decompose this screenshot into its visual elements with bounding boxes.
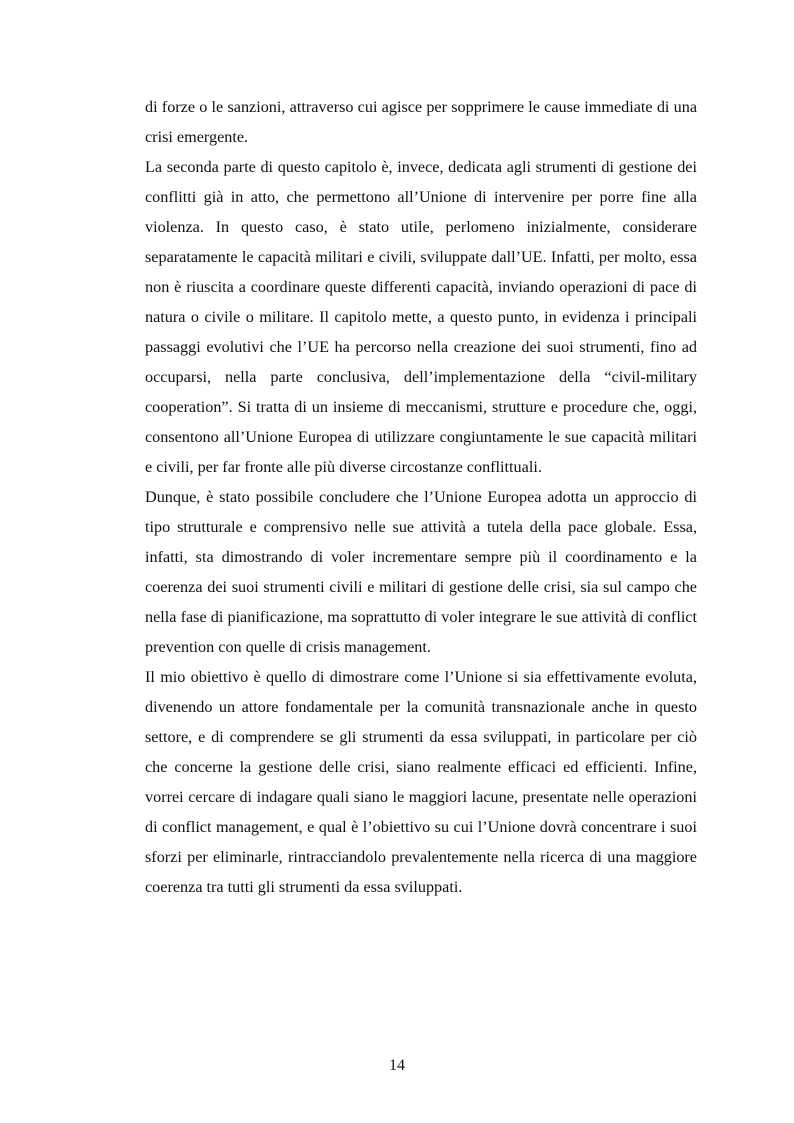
paragraph-4: Il mio obiettivo è quello di dimostrare come l’Unione si sia effettivamente evoluta, divenendo un attore fondamentale per la comunità transnazionale anche in questo settore, e di comprendere se gli strumenti da essa sviluppati, in particolare per ciò che concerne la gestione delle crisi, siano realmente efficaci ed efficienti. Infine, vorrei cercare di indagare quali siano le maggiori lacune, presentate nelle operazioni di conflict management, e qual è l’obiettivo su cui l’Unione dovrà concentrare i suoi sforzi per eliminarle, rintracciandolo prevalentemente nella ricerca di una maggiore coerenza tra tutti gli strumenti da essa sviluppati.: [145, 668, 697, 896]
paragraph-2: La seconda parte di questo capitolo è, invece, dedicata agli strumenti di gestione dei conflitti già in atto, che permettono all’Unione di intervenire per porre fine alla violenza. In questo caso, è stato utile, perlomeno inizialmente, considerare separatamente le capacità militari e civili, sviluppate dall’UE. Infatti, per molto, essa non è riuscita a coordinare queste differenti capacità, inviando operazioni di pace di natura o civile o militare. Il capitolo mette, a questo punto, in evidenza i principali passaggi evolutivi che l’UE ha percorso nella creazione dei suoi strumenti, fino ad occuparsi, nella parte conclusiva, dell’implementazione della “civil-military cooperation”. Si tratta di un insieme di meccanismi, strutture e procedure che, oggi, consentono all’Unione Europea di utilizzare congiuntamente le sue capacità militari e civili, per far fronte alle più diverse circostanze conflittuali.: [145, 158, 697, 476]
page-number: 14: [389, 1057, 405, 1074]
body-text: [145, 92, 697, 902]
paragraph-1: di forze o le sanzioni, attraverso cui agisce per sopprimere le cause immediate di una crisi emergente.: [145, 98, 697, 146]
paragraph-3: Dunque, è stato possibile concludere che l’Unione Europea adotta un approccio di tipo strutturale e comprensivo nelle sue attività a tutela della pace globale. Essa, infatti, sta dimostrando di voler incrementare sempre più il coordinamento e la coerenza dei suoi strumenti civili e militari di gestione delle crisi, sia sul campo che nella fase di pianificazione, ma soprattutto di voler integrare le sue attività di conflict prevention con quelle di crisis management.: [145, 488, 697, 656]
